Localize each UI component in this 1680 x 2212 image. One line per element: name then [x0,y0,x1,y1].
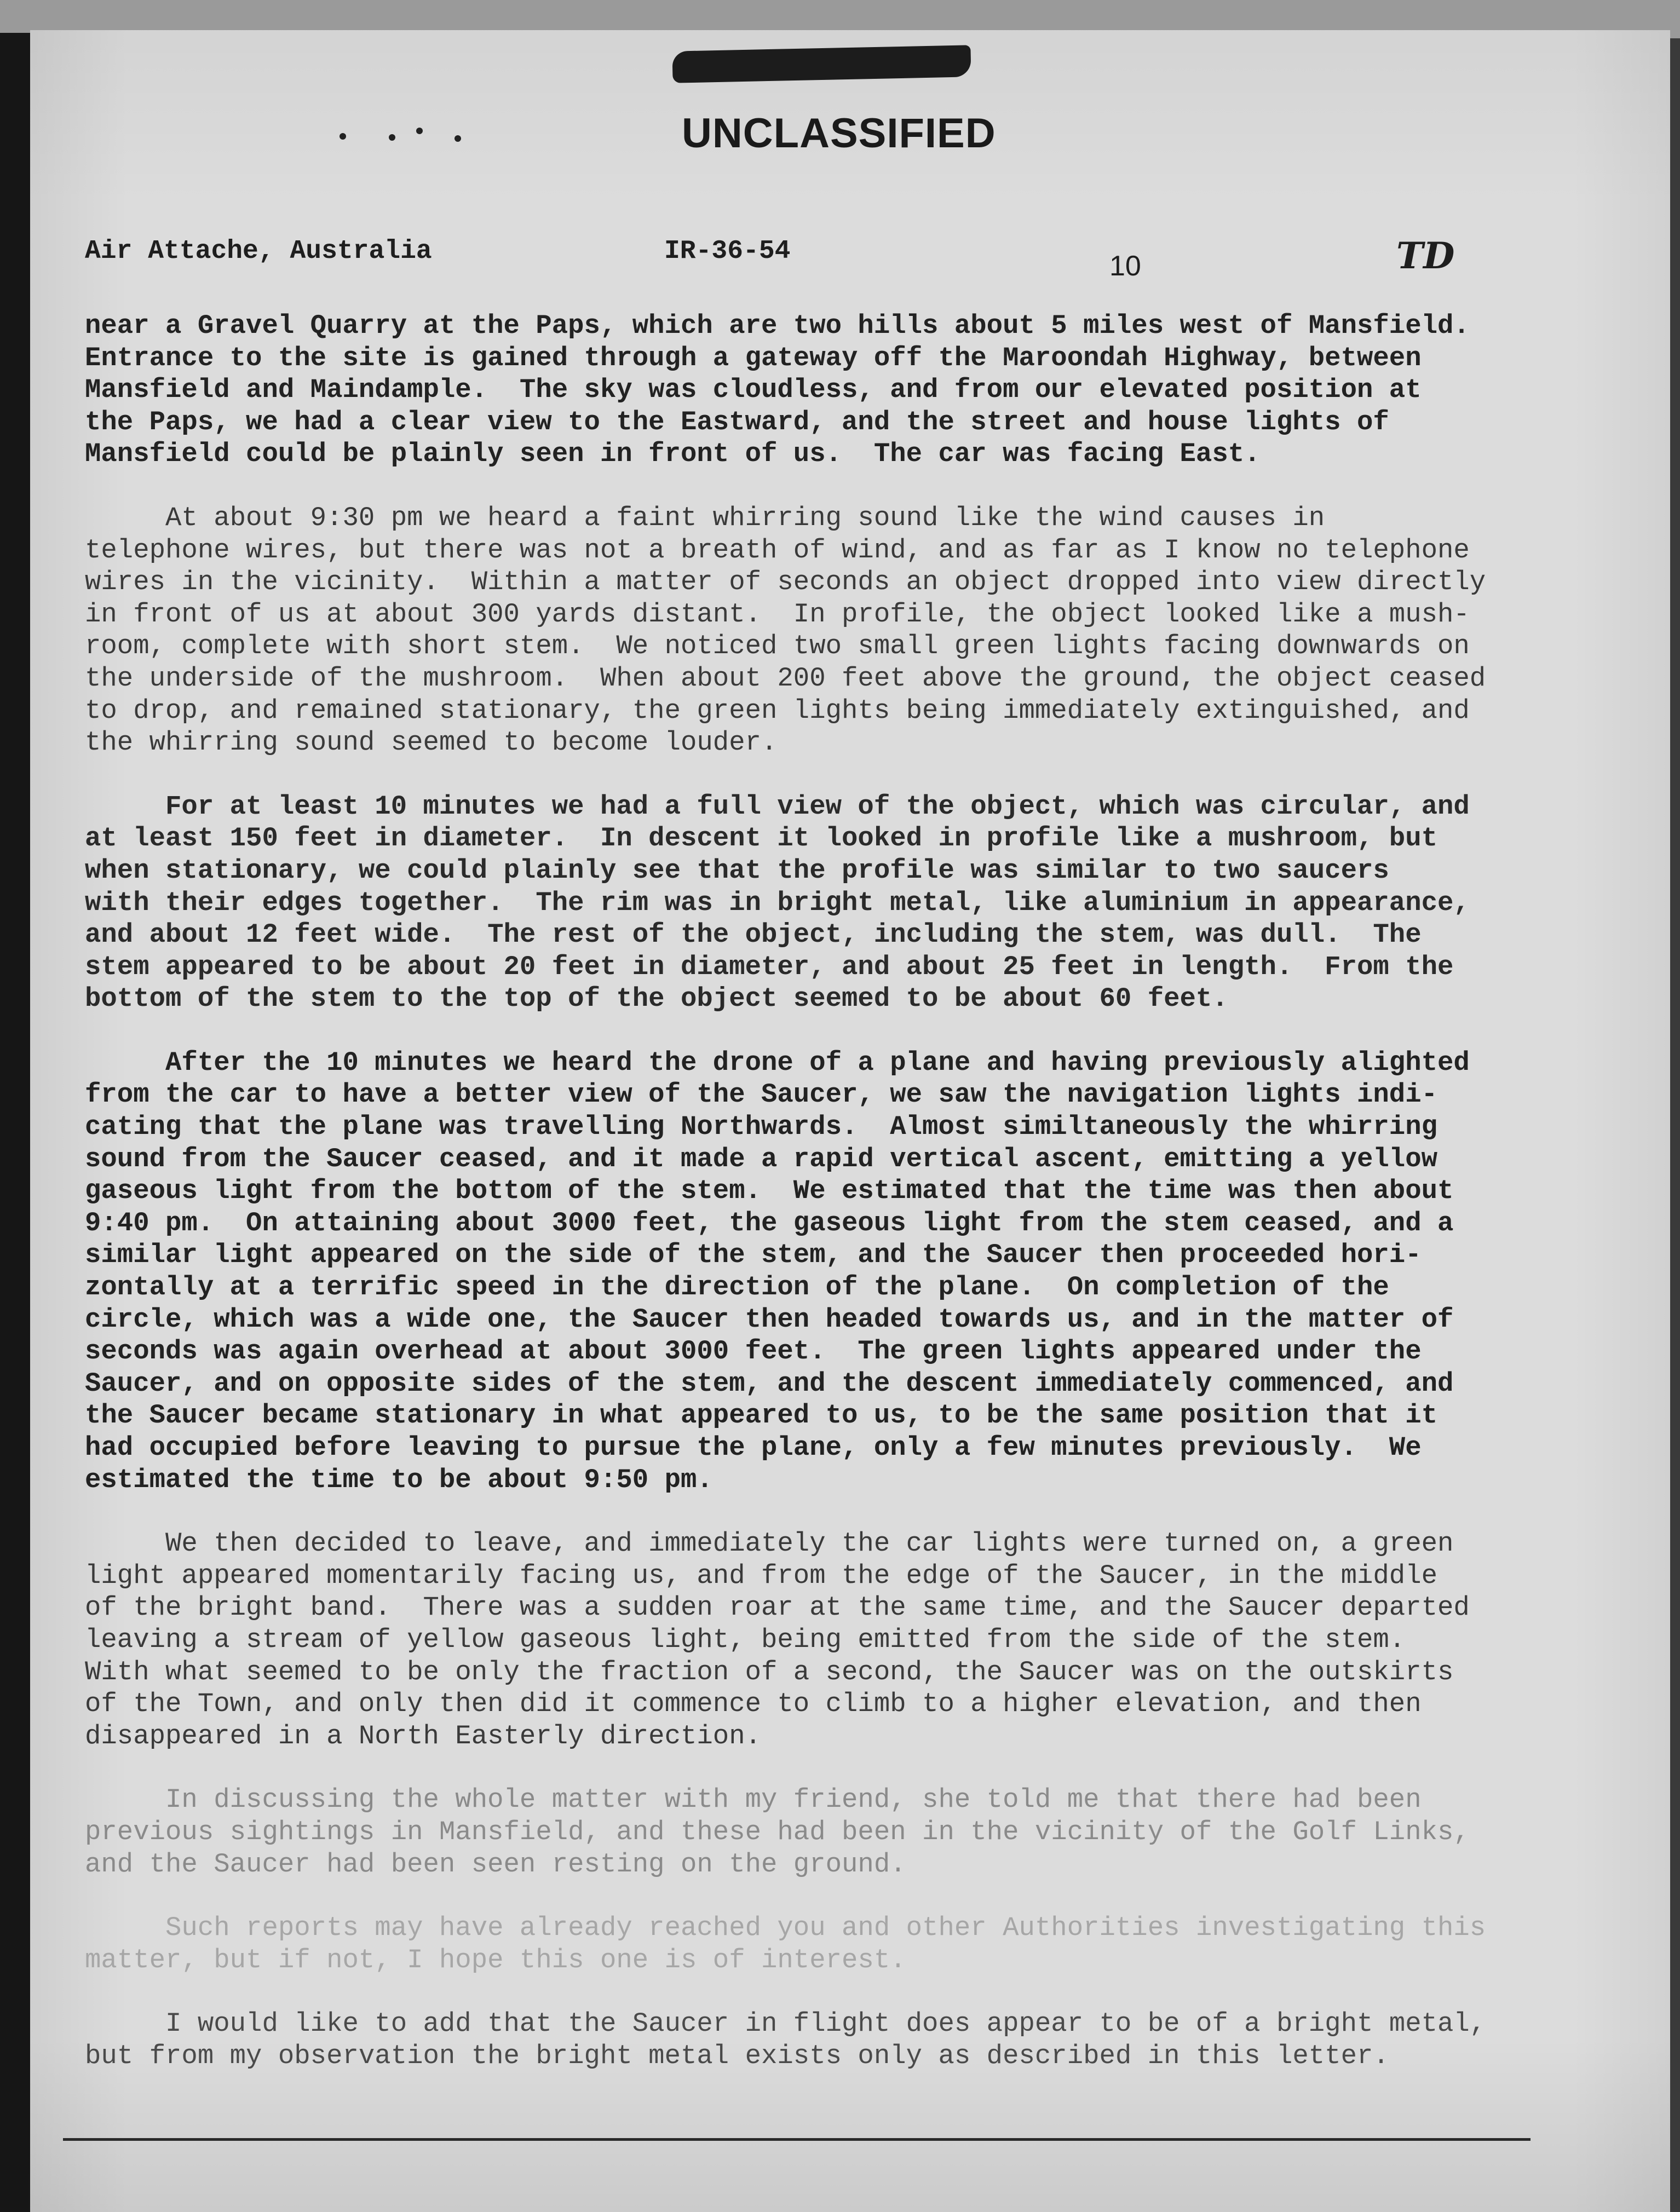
text-line: Entrance to the site is gained through a gateway off the Maroondah Highway, between [85,342,1422,373]
text-line: with their edges together. The rim was in bright metal, like aluminium in appearance, [85,887,1470,918]
text-line: light appeared momentarily facing us, and from the edge of the Saucer, in the middle [85,1560,1438,1591]
text-line: For at least 10 minutes we had a full view of the object, which was circular, and [85,791,1470,822]
page-number: 10 [1109,250,1141,282]
text-line: the underside of the mushroom. When about 200 feet above the ground, the object ceased [85,663,1486,694]
paragraph [85,2008,1618,2072]
text-line: the Saucer became stationary in what appeared to us, to be the same position that it [85,1400,1438,1431]
text-line: and about 12 feet wide. The rest of the object, including the stem, was dull. The [85,919,1422,951]
text-line: the Paps, we had a clear view to the Eastward, and the street and house lights of [85,406,1389,437]
text-line: After the 10 minutes we heard the drone of a plane and having previously alighted [85,1047,1470,1078]
text-line: cating that the plane was travelling Northwards. Almost similtaneously the whirring [85,1111,1438,1143]
text-line: At about 9:30 pm we heard a faint whirring sound like the wind causes in [85,502,1325,533]
text-line: near a Gravel Quarry at the Paps, which are two hills about 5 miles west of Mansfield. [85,310,1470,341]
text-line: to drop, and remained stationary, the green lights being immediately extinguished, and [85,695,1470,726]
text-line: room, complete with short stem. We noticed two small green lights facing downwards on [85,631,1470,662]
text-line: matter, but if not, I hope this one is of interest. [85,1944,906,1975]
text-line: zontally at a terrific speed in the direction of the plane. On completion of the [85,1272,1389,1303]
scan-left-edge [0,33,30,2212]
text-line: telephone wires, but there was not a breath of wind, and as far as I know no telephone [85,534,1470,566]
paragraph [85,1912,1618,1976]
text-line: Mansfield and Maindample. The sky was cloudless, and from our elevated position at [85,375,1422,406]
text-line: leaving a stream of yellow gaseous light, being emitted from the side of the stem. [85,1624,1406,1655]
text-line: Such reports may have already reached you and other Authorities investigating this [85,1913,1486,1944]
paragraph [85,1784,1618,1880]
text-line: bottom of the stem to the top of the object seemed to be about 60 feet. [85,983,1228,1015]
text-line: and the Saucer had been seen resting on the ground. [85,1848,906,1880]
text-line: Saucer, and on opposite sides of the stem, and the descent immediately commenced, and [85,1368,1454,1399]
punch-dots [340,123,504,145]
text-line: circle, which was a wide one, the Saucer then headed towards us, and in the matter of [85,1304,1454,1335]
text-line: estimated the time to be about 9:50 pm. [85,1464,713,1495]
paragraph [85,1528,1618,1752]
text-line: gaseous light from the bottom of the stem. We estimated that the time was then about [85,1176,1454,1207]
text-line: but from my observation the bright metal exists only as described in this letter. [85,2040,1389,2071]
text-line: 9:40 pm. On attaining about 3000 feet, the gaseous light from the stem ceased, and a [85,1207,1454,1239]
text-line: in front of us at about 300 yards distant. In profile, the object looked like a mush- [85,598,1470,630]
text-line: I would like to add that the Saucer in flight does appear to be of a bright metal, [85,2008,1486,2040]
bottom-rule [63,2138,1531,2141]
letter-body [85,310,1618,2104]
text-line: Mansfield could be plainly seen in front of us. The car was facing East. [85,439,1261,470]
text-line: from the car to have a better view of the Saucer, we saw the navigation lights indi- [85,1079,1438,1110]
text-line: We then decided to leave, and immediately the car lights were turned on, a green [85,1528,1454,1559]
text-line: similar light appeared on the side of the stem, and the Saucer then proceeded hori- [85,1240,1422,1271]
paragraph [85,1047,1618,1496]
sender-office: Air Attache, Australia [85,237,432,266]
text-line: previous sightings in Mansfield, and these had been in the vicinity of the Golf Links, [85,1816,1470,1847]
paragraph [85,502,1618,759]
text-line: sound from the Saucer ceased, and it made a rapid vertical ascent, emitting a yellow [85,1143,1438,1174]
text-line: had occupied before leaving to pursue the plane, only a few minutes previously. We [85,1432,1422,1463]
text-line: of the bright band. There was a sudden roar at the same time, and the Saucer departed [85,1592,1470,1623]
text-line: when stationary, we could plainly see that the profile was similar to two saucers [85,855,1389,886]
text-line: at least 150 feet in diameter. In descent it looked in profile like a mushroom, but [85,823,1438,854]
text-line: the whirring sound seemed to become louder. [85,727,778,758]
paragraph [85,791,1618,1015]
report-number: IR-36-54 [664,237,791,266]
handwritten-mark: TD [1396,234,1455,277]
classification-marking: UNCLASSIFIED [682,110,996,157]
text-line: stem appeared to be about 20 feet in diameter, and about 25 feet in length. From the [85,951,1454,982]
text-line: of the Town, and only then did it commence to climb to a higher elevation, and then [85,1689,1422,1720]
text-line: With what seemed to be only the fraction of a second, the Saucer was on the outskirts [85,1656,1454,1687]
redaction-bar [672,45,971,83]
text-line: seconds was again overhead at about 3000 feet. The green lights appeared under the [85,1336,1422,1367]
text-line: In discussing the whole matter with my friend, she told me that there had been [85,1784,1422,1816]
paragraph [85,310,1618,470]
text-line: disappeared in a North Easterly direction. [85,1720,762,1752]
text-line: wires in the vicinity. Within a matter of seconds an object dropped into view directly [85,567,1486,598]
